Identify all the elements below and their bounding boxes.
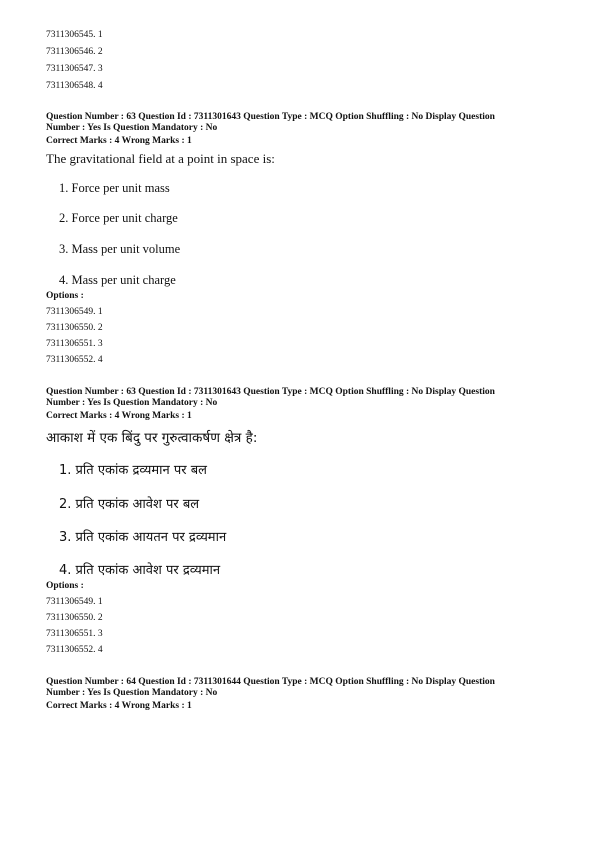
marks-line: Correct Marks : 4 Wrong Marks : 1	[46, 701, 192, 711]
answer-choice: 4. प्रति एकांक आवेश पर द्रव्यमान	[59, 563, 221, 578]
question-text: The gravitational field at a point in space is:	[46, 151, 275, 166]
option-id: 7311306546. 2	[46, 47, 103, 57]
answer-choice: 3. Mass per unit volume	[59, 242, 181, 256]
answer-choice: 3. प्रति एकांक आयतन पर द्रव्यमान	[59, 530, 227, 545]
option-id: 7311306550. 2	[46, 613, 103, 623]
option-id: 7311306545. 1	[46, 30, 103, 40]
option-id: 7311306549. 1	[46, 307, 103, 317]
options-label: Options :	[46, 291, 84, 301]
question-meta-line: Number : Yes Is Question Mandatory : No	[46, 123, 218, 133]
marks-line: Correct Marks : 4 Wrong Marks : 1	[46, 411, 192, 421]
marks-line: Correct Marks : 4 Wrong Marks : 1	[46, 136, 192, 146]
question-meta-line: Number : Yes Is Question Mandatory : No	[46, 688, 218, 698]
options-label: Options :	[46, 581, 84, 591]
question-meta	[46, 112, 556, 147]
question-meta-line: Question Number : 63 Question Id : 7311301643 Question Type : MCQ Option Shuffling : No Display Question	[46, 387, 495, 397]
question-meta-line: Number : Yes Is Question Mandatory : No	[46, 398, 218, 408]
question-meta-line: Question Number : 64 Question Id : 7311301644 Question Type : MCQ Option Shuffling : No Display Question	[46, 677, 495, 687]
option-id: 7311306552. 4	[46, 645, 103, 655]
answer-choice: 1. प्रति एकांक द्रव्यमान पर बल	[59, 463, 207, 478]
option-id: 7311306551. 3	[46, 629, 103, 639]
answer-choice: 1. Force per unit mass	[59, 181, 170, 195]
answer-choice: 2. Force per unit charge	[59, 211, 178, 225]
option-id: 7311306552. 4	[46, 355, 103, 365]
answer-choice: 2. प्रति एकांक आवेश पर बल	[59, 497, 200, 512]
option-id: 7311306550. 2	[46, 323, 103, 333]
question-meta	[46, 387, 556, 422]
answer-choice: 4. Mass per unit charge	[59, 273, 176, 287]
option-id: 7311306547. 3	[46, 64, 103, 74]
option-id: 7311306548. 4	[46, 81, 103, 91]
question-meta-line: Question Number : 63 Question Id : 7311301643 Question Type : MCQ Option Shuffling : No Display Question	[46, 112, 495, 122]
question-text: आकाश में एक बिंदु पर गुरुत्वाकर्षण क्षेत्र है:	[46, 430, 258, 446]
option-id: 7311306551. 3	[46, 339, 103, 349]
question-meta	[46, 677, 556, 712]
option-id: 7311306549. 1	[46, 597, 103, 607]
